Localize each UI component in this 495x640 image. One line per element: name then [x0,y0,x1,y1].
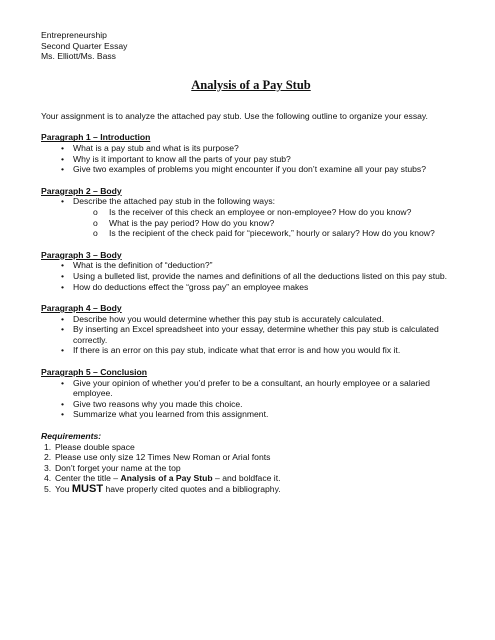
requirement-title-bold: Analysis of a Pay Stub [120,473,213,484]
list-item-text: What is a pay stub and what is its purpose? [73,142,239,153]
list-item [41,399,461,410]
requirement-item [41,442,461,453]
section-heading: Paragraph 2 – Body [41,185,122,196]
bullet-icon: • [61,324,65,335]
requirements-section [41,431,461,495]
list-item-text: Using a bulleted list, provide the names and definitions of all the deductions listed on this pay stub. [73,270,448,281]
list-item-text: Describe the attached pay stub in the following ways: [73,196,276,207]
list-number: 1. [44,441,52,452]
requirement-emphasis: MUST [71,483,104,495]
bullet-icon: • [61,281,65,292]
requirement-text: Please use only size 12 Times New Roman or Arial fonts [55,452,271,463]
list-item [41,154,461,165]
list-item [41,345,461,356]
bullet-icon: • [61,377,65,388]
section-heading: Paragraph 1 – Introduction [41,132,151,143]
requirement-text: Please double space [55,441,135,452]
list-item [41,271,461,282]
bullet-icon: • [61,260,65,271]
bullet-icon: • [61,345,65,356]
section-paragraph-5 [41,367,461,420]
teacher-names: Ms. Elliott/Ms. Bass [41,51,116,62]
list-item-text: If there is an error on this pay stub, indicate what that error is and how you would fix it. [73,345,401,356]
circle-bullet-icon: o [93,206,98,217]
sub-list-item [41,207,461,218]
document-page [41,30,461,495]
list-item-text: Give two examples of problems you might encounter if you don’t examine all your pay stubs? [73,164,427,175]
bullet-list [41,314,461,356]
sub-list-item-text: Is the receiver of this check an employee or non-employee? How do you know? [109,206,412,217]
section-heading: Paragraph 3 – Body [41,249,122,260]
requirements-heading: Requirements: [41,431,102,442]
list-item-text: By inserting an Excel spreadsheet into your essay, determine whether this pay stub is calculated correctly. [73,324,439,345]
list-item [41,378,461,399]
sub-bullet-list [73,207,461,239]
document-header [41,30,461,62]
list-item-text: Describe how you would determine whether this pay stub is accurately calculated. [73,313,384,324]
list-item [41,164,461,175]
requirement-text-prefix: You [55,484,72,494]
requirement-item [41,463,461,474]
bullet-icon: • [61,398,65,409]
bullet-icon: • [61,196,65,207]
list-item-text: How do deductions effect the “gross pay” an employee makes [73,281,309,292]
list-item-text: Summarize what you learned from this assignment. [73,409,269,420]
intro-paragraph: Your assignment is to analyze the attached pay stub. Use the following outline to organize your essay. [41,110,428,121]
bullet-icon: • [61,270,65,281]
course-name: Entrepreneurship [41,30,107,40]
circle-bullet-icon: o [93,228,98,239]
requirement-text-suffix: have properly cited quotes and a bibliography. [103,484,281,494]
list-item [41,143,461,154]
requirement-text: Don’t forget your name at the top [55,462,181,473]
requirement-text-suffix: – and boldface it. [212,473,281,484]
list-item [41,260,461,271]
bullet-list [41,260,461,292]
list-number: 4. [44,473,52,484]
requirements-list [41,442,461,495]
bullet-icon: • [61,313,65,324]
section-paragraph-4 [41,303,461,356]
requirement-item [41,484,461,495]
circle-bullet-icon: o [93,217,98,228]
assignment-name: Second Quarter Essay [41,40,128,51]
bullet-list [41,196,461,238]
sub-list-item-text: Is the recipient of the check paid for “piecework,” hourly or salary? How do you know? [109,228,435,239]
sub-list-item [41,228,461,239]
section-paragraph-1 [41,132,461,174]
bullet-icon: • [61,409,65,420]
list-item [41,196,461,238]
list-item [41,314,461,325]
list-item [41,324,461,345]
sub-list-item [41,218,461,229]
list-item-text: Give two reasons why you made this choice. [73,398,243,409]
list-number: 3. [44,462,52,473]
bullet-list [41,378,461,420]
list-item-text: Why is it important to know all the parts of your pay stub? [73,153,291,164]
list-item [41,409,461,420]
list-item [41,282,461,293]
section-heading: Paragraph 5 – Conclusion [41,367,148,378]
list-number: 2. [44,452,52,463]
section-paragraph-3 [41,250,461,292]
bullet-icon: • [61,164,65,175]
requirement-item [41,473,461,484]
list-number: 5. [44,484,52,494]
requirement-item [41,452,461,463]
sub-list-item-text: What is the pay period? How do you know? [109,217,275,228]
list-item-text: Give your opinion of whether you’d prefer to be a consultant, an hourly employee or a salaried employee. [73,377,430,399]
page-title: Analysis of a Pay Stub [191,77,311,92]
requirement-text-prefix: Center the title – [55,473,121,484]
list-item-text: What is the definition of “deduction?” [73,260,213,271]
bullet-icon: • [61,142,65,153]
section-paragraph-2 [41,186,461,239]
bullet-list [41,143,461,175]
section-heading: Paragraph 4 – Body [41,303,122,314]
bullet-icon: • [61,153,65,164]
